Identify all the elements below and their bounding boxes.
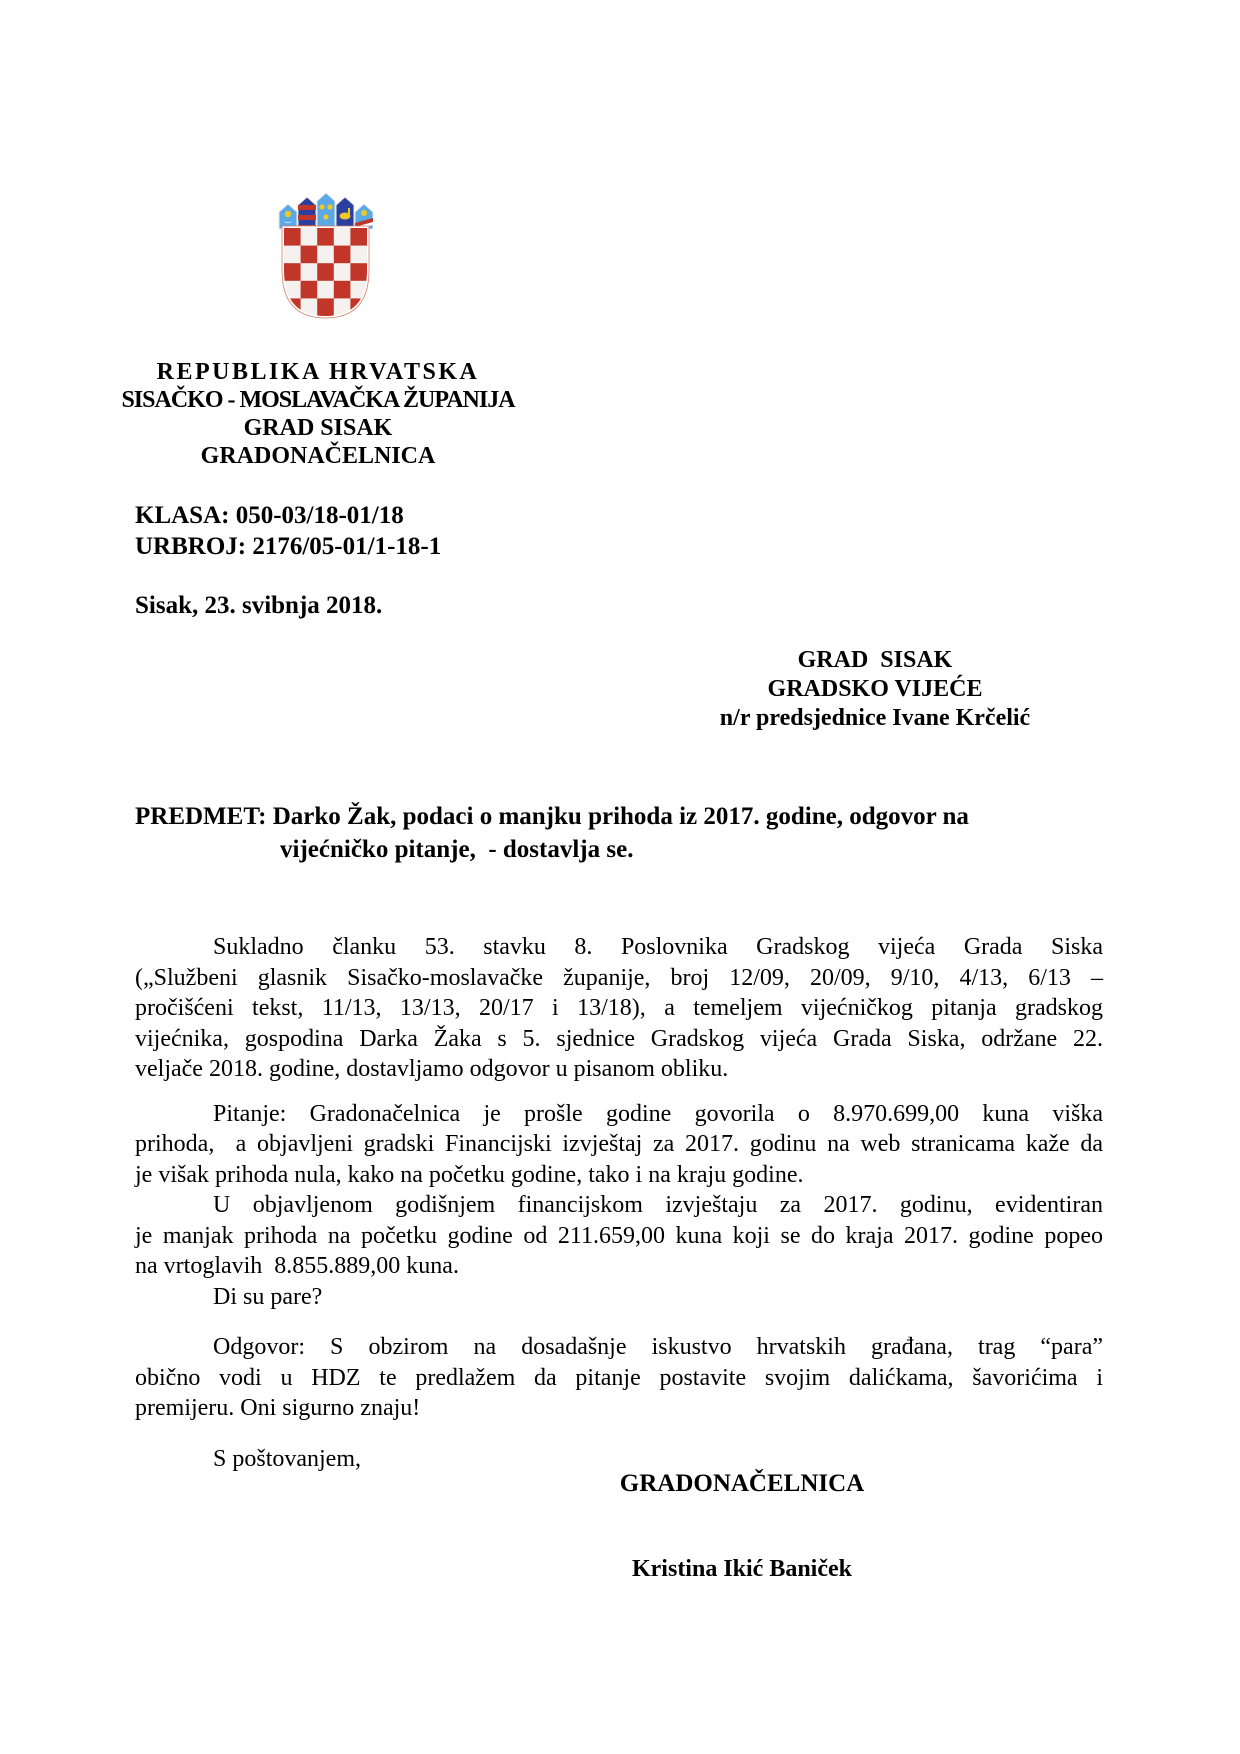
body-line: U objavljenom godišnjem financijskom izvještaju za 2017. godinu, evidentiran bbox=[213, 1192, 1103, 1218]
body-line: premijeru. Oni sigurno znaju! bbox=[135, 1395, 421, 1421]
paragraph-intro bbox=[135, 932, 1103, 1085]
subject-line-1: PREDMET: Darko Žak, podaci o manjku prihoda iz 2017. godine, odgovor na bbox=[135, 803, 969, 830]
body-line: prihoda, a objavljeni gradski Financijski izvještaj za 2017. godinu na web stranicama kaže da bbox=[135, 1131, 1103, 1157]
croatian-coat-of-arms-icon bbox=[278, 192, 373, 324]
recipient-block bbox=[625, 646, 1125, 733]
closing-office-title: GRADONAČELNICA bbox=[619, 1470, 865, 1497]
body-line: pročišćeni tekst, 11/13, 13/13, 20/17 i 13/18), a temeljem vijećničkog pitanja gradskog bbox=[135, 995, 1103, 1021]
recipient-city: GRAD SISAK bbox=[797, 647, 953, 673]
subject-block bbox=[135, 800, 1110, 866]
signer-name: Kristina Ikić Baniček bbox=[631, 1556, 853, 1582]
recipient-council: GRADSKO VIJEĆE bbox=[767, 676, 983, 702]
body-line: („Službeni glasnik Sisačko-moslavačke županije, broj 12/09, 20/09, 9/10, 4/13, 6/13 – bbox=[135, 964, 1103, 991]
body-line: Odgovor: S obzirom na dosadašnje iskustvo hrvatskih građana, trag “para” bbox=[213, 1334, 1103, 1360]
letterhead-country: REPUBLIKA HRVATSKA bbox=[156, 359, 480, 385]
body-line: obično vodi u HDZ te predlažem da pitanje postavite svojim dalićkama, šavorićima i bbox=[135, 1364, 1103, 1391]
body-line: vijećnika, gospodina Darka Žaka s 5. sjednice Gradskog vijeća Grada Siska, održane 22. bbox=[135, 1025, 1103, 1052]
body-line: Sukladno članku 53. stavku 8. Poslovnika Gradskog vijeća Grada Siska bbox=[213, 934, 1103, 960]
paragraph-di-su-pare: Di su pare? bbox=[213, 1283, 323, 1310]
paragraph-question bbox=[135, 1099, 1103, 1191]
paragraph-deficit bbox=[135, 1190, 1103, 1282]
klasa-number: KLASA: 050-03/18-01/18 bbox=[135, 502, 404, 529]
body-line: veljače 2018. godine, dostavljamo odgovor u pisanom obliku. bbox=[135, 1056, 729, 1082]
letterhead bbox=[118, 358, 518, 470]
body-line: Pitanje: Gradonačelnica je prošle godine govorila o 8.970.699,00 kuna viška bbox=[213, 1100, 1103, 1127]
letterhead-city: GRAD SISAK bbox=[243, 415, 393, 441]
reference-block bbox=[135, 500, 441, 562]
letterhead-county: SISAČKO - MOSLAVAČKA ŽUPANIJA bbox=[121, 387, 515, 413]
letterhead-office: GRADONAČELNICA bbox=[200, 443, 436, 469]
recipient-person: n/r predsjednice Ivane Krčelić bbox=[719, 705, 1031, 731]
place-and-date: Sisak, 23. svibnja 2018. bbox=[135, 592, 383, 619]
paragraph-answer bbox=[135, 1332, 1103, 1424]
body-line: je manjak prihoda na početku godine od 211.659,00 kuna koji se do kraja 2017. godine popeo bbox=[135, 1222, 1103, 1249]
body-line: je višak prihoda nula, kako na početku godine, tako i na kraju godine. bbox=[135, 1161, 804, 1188]
urbroj-number: URBROJ: 2176/05-01/1-18-1 bbox=[135, 533, 442, 560]
body-line: na vrtoglavih 8.855.889,00 kuna. bbox=[135, 1253, 459, 1279]
letter-body bbox=[135, 932, 1103, 1424]
closing-salutation: S poštovanjem, bbox=[213, 1446, 361, 1472]
subject-line-2: vijećničko pitanje, - dostavlja se. bbox=[280, 836, 634, 863]
